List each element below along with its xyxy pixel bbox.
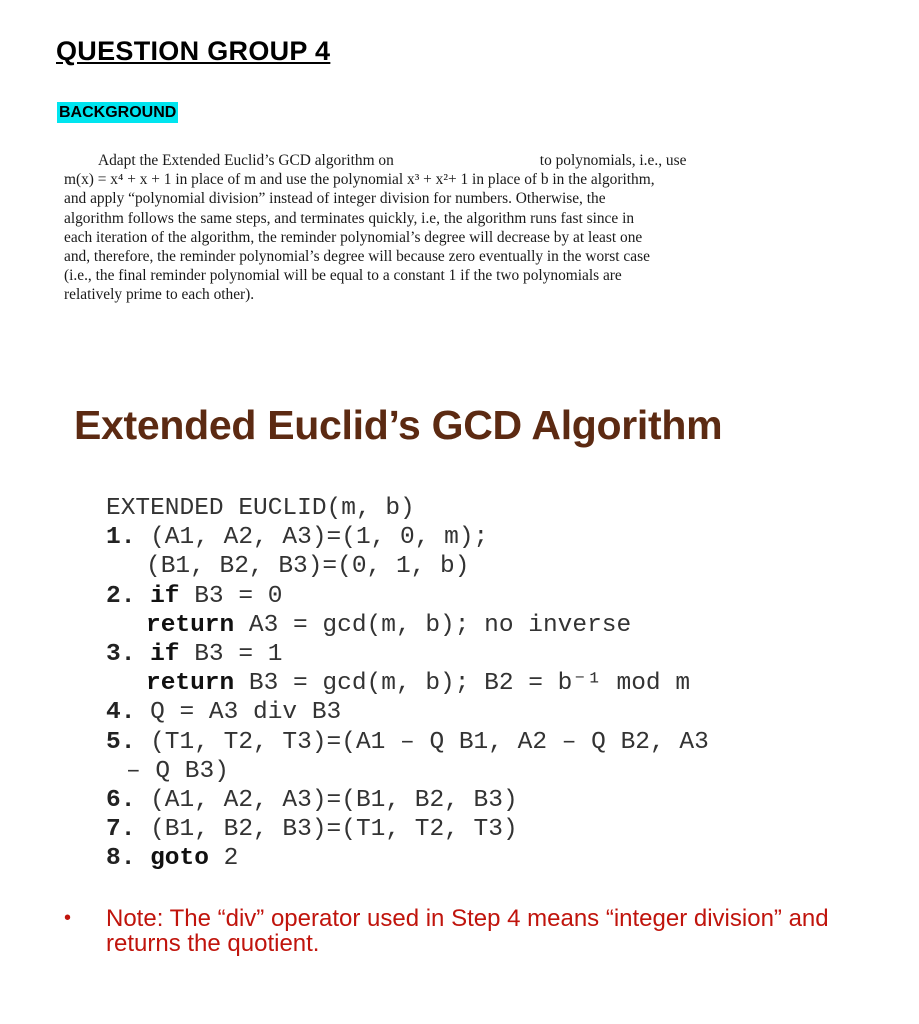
algorithm-title: Extended Euclid’s GCD Algorithm [74, 402, 723, 448]
step-text: Q = A3 div B3 [150, 699, 342, 727]
code-step-1 [106, 523, 709, 552]
step-number: 1. [106, 524, 136, 552]
step-number: 8. [106, 845, 136, 873]
keyword: return [146, 670, 235, 698]
keyword: if [150, 640, 180, 668]
code-step-4 [106, 698, 709, 727]
code-step-2-return [106, 611, 709, 640]
keyword: return [146, 611, 235, 639]
step-number: 4. [106, 699, 136, 727]
step-text: (T1, T2, T3)=(A1 – Q B1, A2 – Q B2, A3 [150, 728, 709, 756]
code-step-3 [106, 640, 709, 669]
step-text: – Q B3) [126, 757, 229, 785]
code-signature: EXTENDED EUCLID(m, b) [106, 495, 415, 522]
code-step-5-cont [106, 757, 709, 786]
paragraph-line: algorithm follows the same steps, and terminates quickly, i.e, the algorithm runs fast since in [64, 209, 635, 227]
code-step-1-cont [106, 552, 709, 581]
step-number: 3. [106, 640, 136, 668]
step-text: (A1, A2, A3)=(1, 0, m); [150, 524, 489, 552]
step-text: 2 [223, 845, 239, 873]
step-text: (A1, A2, A3)=(B1, B2, B3) [150, 786, 518, 814]
keyword: goto [150, 845, 209, 873]
code-step-7 [106, 815, 709, 844]
step-text: B3 = 1 [194, 640, 283, 668]
algorithm-pseudocode [106, 494, 709, 873]
paragraph-line: Adapt the Extended Euclid’s GCD algorithm on to polynomials, i.e., use [98, 152, 687, 169]
code-step-3-return [106, 669, 709, 698]
paragraph-line: each iteration of the algorithm, the reminder polynomial’s degree will decrease by at least one [64, 228, 643, 246]
code-step-5 [106, 728, 709, 757]
background-badge: BACKGROUND [59, 104, 177, 121]
code-step-6 [106, 786, 709, 815]
paragraph-line: m(x) = x⁴ + x + 1 in place of m and use the polynomial x³ + x²+ 1 in place of b in the algorithm, [64, 171, 655, 189]
step-text: B3 = 0 [194, 582, 283, 610]
paragraph-line: (i.e., the final reminder polynomial will be equal to a constant 1 if the two polynomials are [64, 267, 622, 285]
paragraph-line: and apply “polynomial division” instead of integer division for numbers. Otherwise, the [64, 190, 606, 208]
step-text: A3 = gcd(m, b); no inverse [248, 611, 632, 639]
paragraph-line: and, therefore, the reminder polynomial’s degree will because zero eventually in the worst case [64, 247, 650, 265]
note [64, 906, 864, 956]
code-step-8 [106, 844, 709, 873]
paragraph-line: relatively prime to each other). [64, 286, 255, 304]
step-number: 7. [106, 816, 136, 844]
note-text: Note: The “div” operator used in Step 4 means “integer division” and returns the quotient. [106, 905, 829, 957]
step-number: 5. [106, 728, 136, 756]
step-number: 6. [106, 786, 136, 814]
bullet-icon: • [64, 907, 72, 929]
step-text: (B1, B2, B3)=(0, 1, b) [146, 553, 470, 581]
background-paragraph [64, 151, 776, 305]
code-step-2 [106, 582, 709, 611]
keyword: if [150, 582, 180, 610]
step-number: 2. [106, 582, 136, 610]
step-text: (B1, B2, B3)=(T1, T2, T3) [150, 816, 518, 844]
page-heading: QUESTION GROUP 4 [56, 36, 331, 66]
step-text: B3 = gcd(m, b); B2 = b⁻¹ mod m [248, 670, 691, 698]
